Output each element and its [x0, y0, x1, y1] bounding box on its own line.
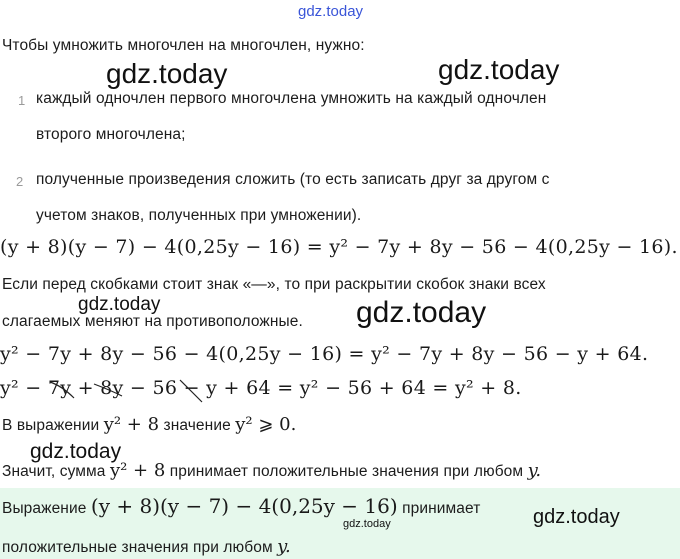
conclusion-prefix: Значит, сумма: [2, 463, 106, 480]
watermark-5: gdz.today: [30, 440, 122, 463]
note-line: [2, 414, 296, 435]
step-1-line-1: каждый одночлен первого многочлена умножить на каждый одночлен: [36, 90, 547, 107]
intro-text: Чтобы умножить многочлен на многочлен, нужно:: [2, 37, 365, 54]
step-1-line-2: второго многочлена;: [36, 126, 186, 143]
conclusion-line: [2, 460, 541, 481]
answer-prefix: Выражение: [2, 500, 87, 517]
equation-3: y² − 7y + 8y − 56 − y + 64 = y² − 56 + 64 = y² + 8.: [0, 377, 522, 399]
equation-1: (y + 8)(y − 7) − 4(0,25y − 16) = y² − 7y + 8y − 56 − 4(0,25y − 16).: [0, 236, 678, 258]
step-number: 1: [18, 93, 26, 108]
watermark-7: gdz.today: [343, 518, 391, 530]
answer-line-2: [2, 536, 291, 557]
conclusion-expr: y² + 8: [109, 460, 166, 481]
rule-line-2: слагаемых меняют на противоположные.: [2, 313, 303, 330]
note-middle: значение: [163, 417, 231, 434]
answer-suffix: принимает: [402, 500, 481, 517]
watermark-1: gdz.today: [106, 58, 228, 89]
note-expr-2: y² ⩾ 0.: [235, 414, 297, 435]
answer-expr: (y + 8)(y − 7) − 4(0,25y − 16): [90, 494, 398, 518]
answer-line-1: [2, 494, 480, 518]
conclusion-suffix: принимает положительные значения при любом: [169, 463, 524, 480]
conclusion-var: y.: [527, 460, 542, 481]
answer-line-2-text: положительные значения при любом: [2, 539, 273, 556]
note-prefix: В выражении: [2, 417, 100, 434]
step-2-line-2: учетом знаков, полученных при умножении).: [36, 207, 362, 224]
watermark-top: gdz.today: [298, 3, 364, 20]
rule-line-1: Если перед скобками стоит знак «—», то при раскрытии скобок знаки всех: [2, 276, 546, 293]
step-2-line-1: полученные произведения сложить (то есть записать друг за другом с: [36, 171, 550, 188]
step-number: 2: [16, 174, 24, 189]
equation-2: y² − 7y + 8y − 56 − 4(0,25y − 16) = y² − 7y + 8y − 56 − y + 64.: [0, 343, 649, 365]
watermark-3: gdz.today: [78, 294, 161, 315]
watermark-2: gdz.today: [438, 54, 560, 85]
watermark-6: gdz.today: [533, 506, 620, 528]
answer-var: y.: [277, 536, 291, 557]
note-expr-1: y² + 8: [103, 414, 160, 435]
watermark-4: gdz.today: [356, 296, 487, 329]
